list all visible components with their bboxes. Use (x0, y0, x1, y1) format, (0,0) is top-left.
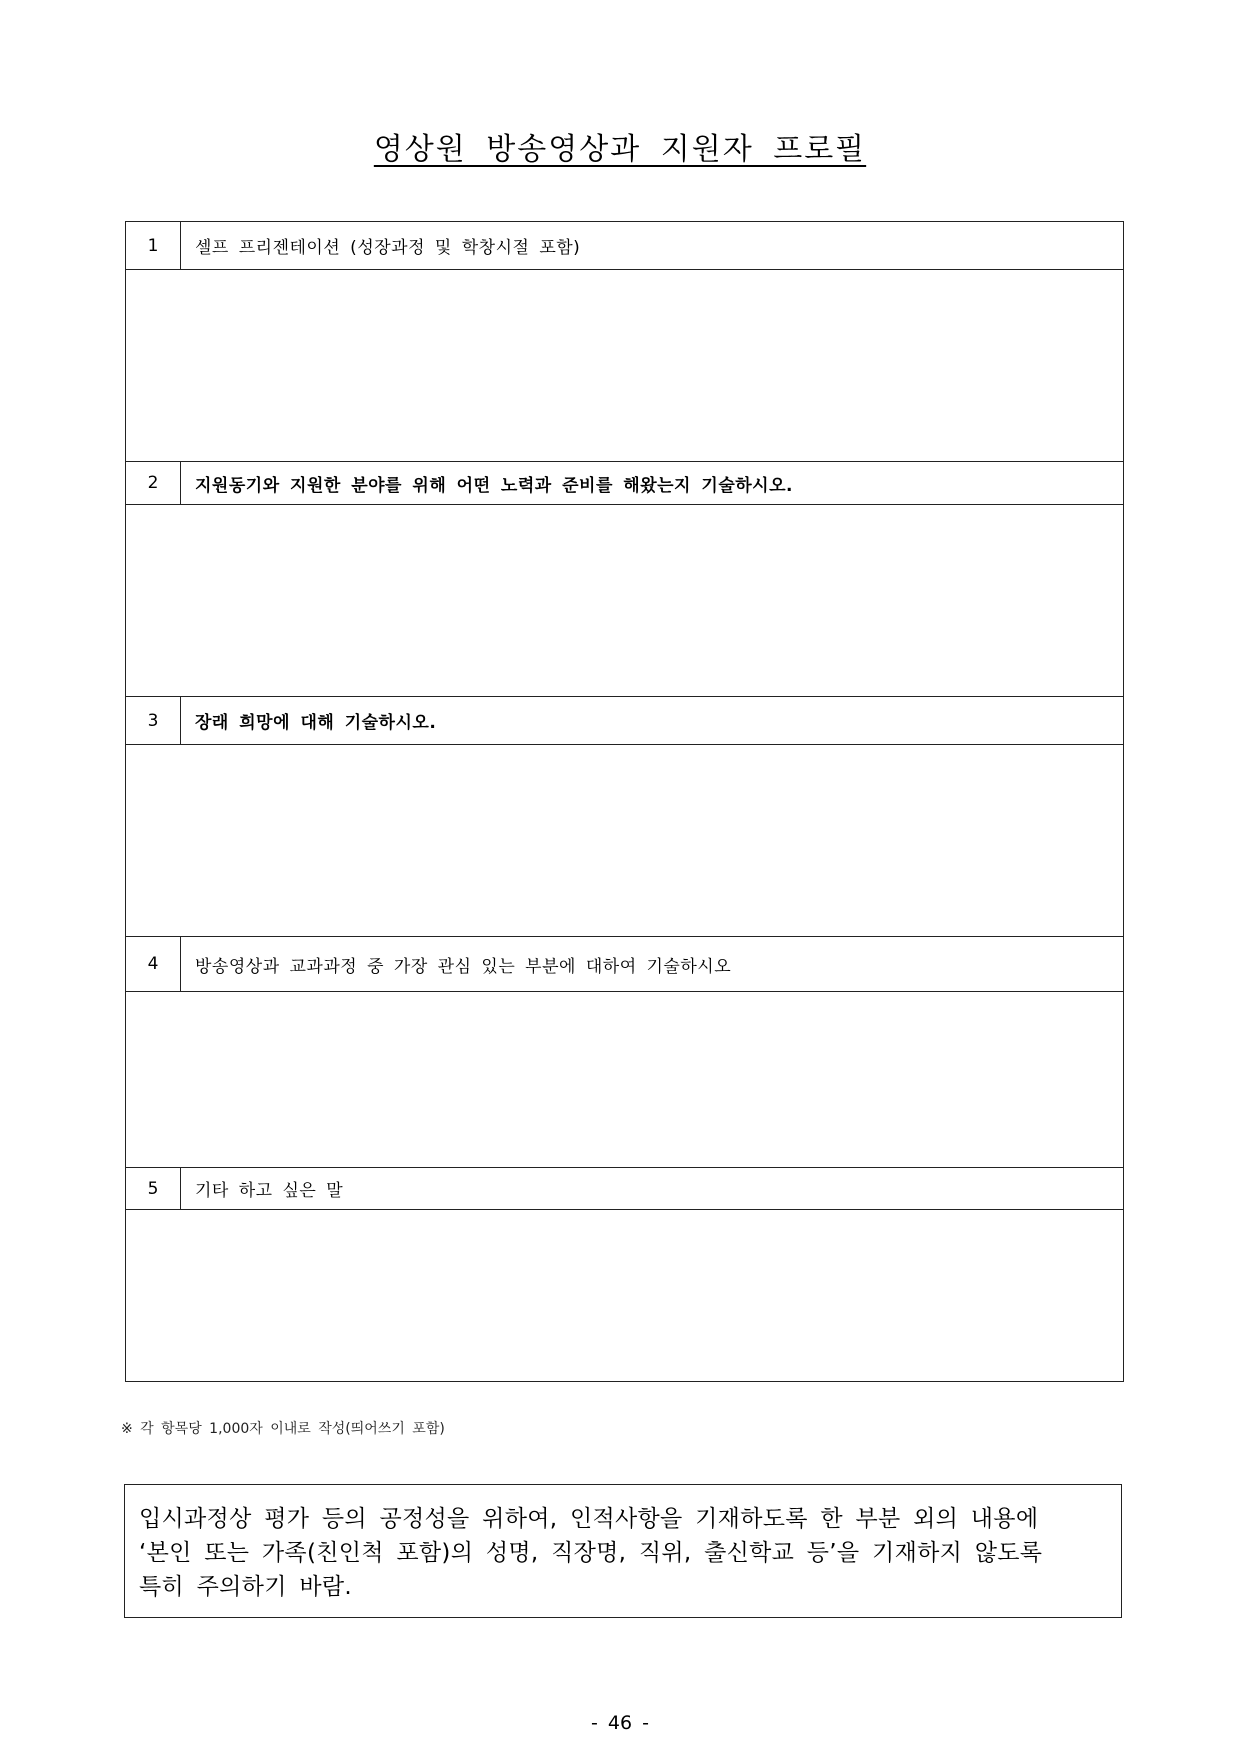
section-2-answer-row (126, 505, 1124, 697)
section-2-number: 2 (126, 462, 181, 505)
section-5-question: 기타 하고 싶은 말 (181, 1168, 1124, 1210)
section-1-answer-area[interactable] (126, 270, 1124, 462)
section-2-question: 지원동기와 지원한 분야를 위해 어떤 노력과 준비를 해왔는지 기술하시오. (181, 462, 1124, 505)
notice-box (124, 1484, 1122, 1618)
section-1-question: 셀프 프리젠테이션 (성장과정 및 학창시절 포함) (181, 222, 1124, 270)
character-limit-footnote: ※ 각 항목당 1,000자 이내로 작성(띄어쓰기 포함) (121, 1421, 445, 1437)
section-4-answer-row (126, 992, 1124, 1168)
section-3-question: 장래 희망에 대해 기술하시오. (181, 697, 1124, 745)
notice-line-3: 특히 주의하기 바람. (139, 1574, 352, 1600)
section-5-answer-area[interactable] (126, 1210, 1124, 1382)
section-3-number: 3 (126, 697, 181, 745)
page-title-text: 영상원 방송영상과 지원자 프로필 (373, 132, 867, 167)
section-5-answer-row (126, 1210, 1124, 1382)
section-3-header-row (126, 697, 1124, 745)
section-2-header-row (126, 462, 1124, 505)
section-5-header-row (126, 1168, 1124, 1210)
section-3-answer-area[interactable] (126, 745, 1124, 937)
profile-table (125, 221, 1124, 1382)
section-4-question: 방송영상과 교과과정 중 가장 관심 있는 부분에 대하여 기술하시오 (181, 937, 1124, 992)
section-4-answer-area[interactable] (126, 992, 1124, 1168)
notice-line-1: 입시과정상 평가 등의 공정성을 위하여, 인적사항을 기재하도록 한 부분 외의 내용에 (139, 1506, 1039, 1532)
section-1-header-row (126, 222, 1124, 270)
section-2-answer-area[interactable] (126, 505, 1124, 697)
section-5-number: 5 (126, 1168, 181, 1210)
page-title (0, 124, 1240, 168)
section-4-header-row (126, 937, 1124, 992)
section-1-number: 1 (126, 222, 181, 270)
section-3-answer-row (126, 745, 1124, 937)
notice-line-2: ‘본인 또는 가족(친인척 포함)의 성명, 직장명, 직위, 출신학교 등’을 기재하지 않도록 (139, 1540, 1043, 1566)
section-1-answer-row (126, 270, 1124, 462)
section-4-number: 4 (126, 937, 181, 992)
page-number: - 46 - (591, 1712, 649, 1734)
